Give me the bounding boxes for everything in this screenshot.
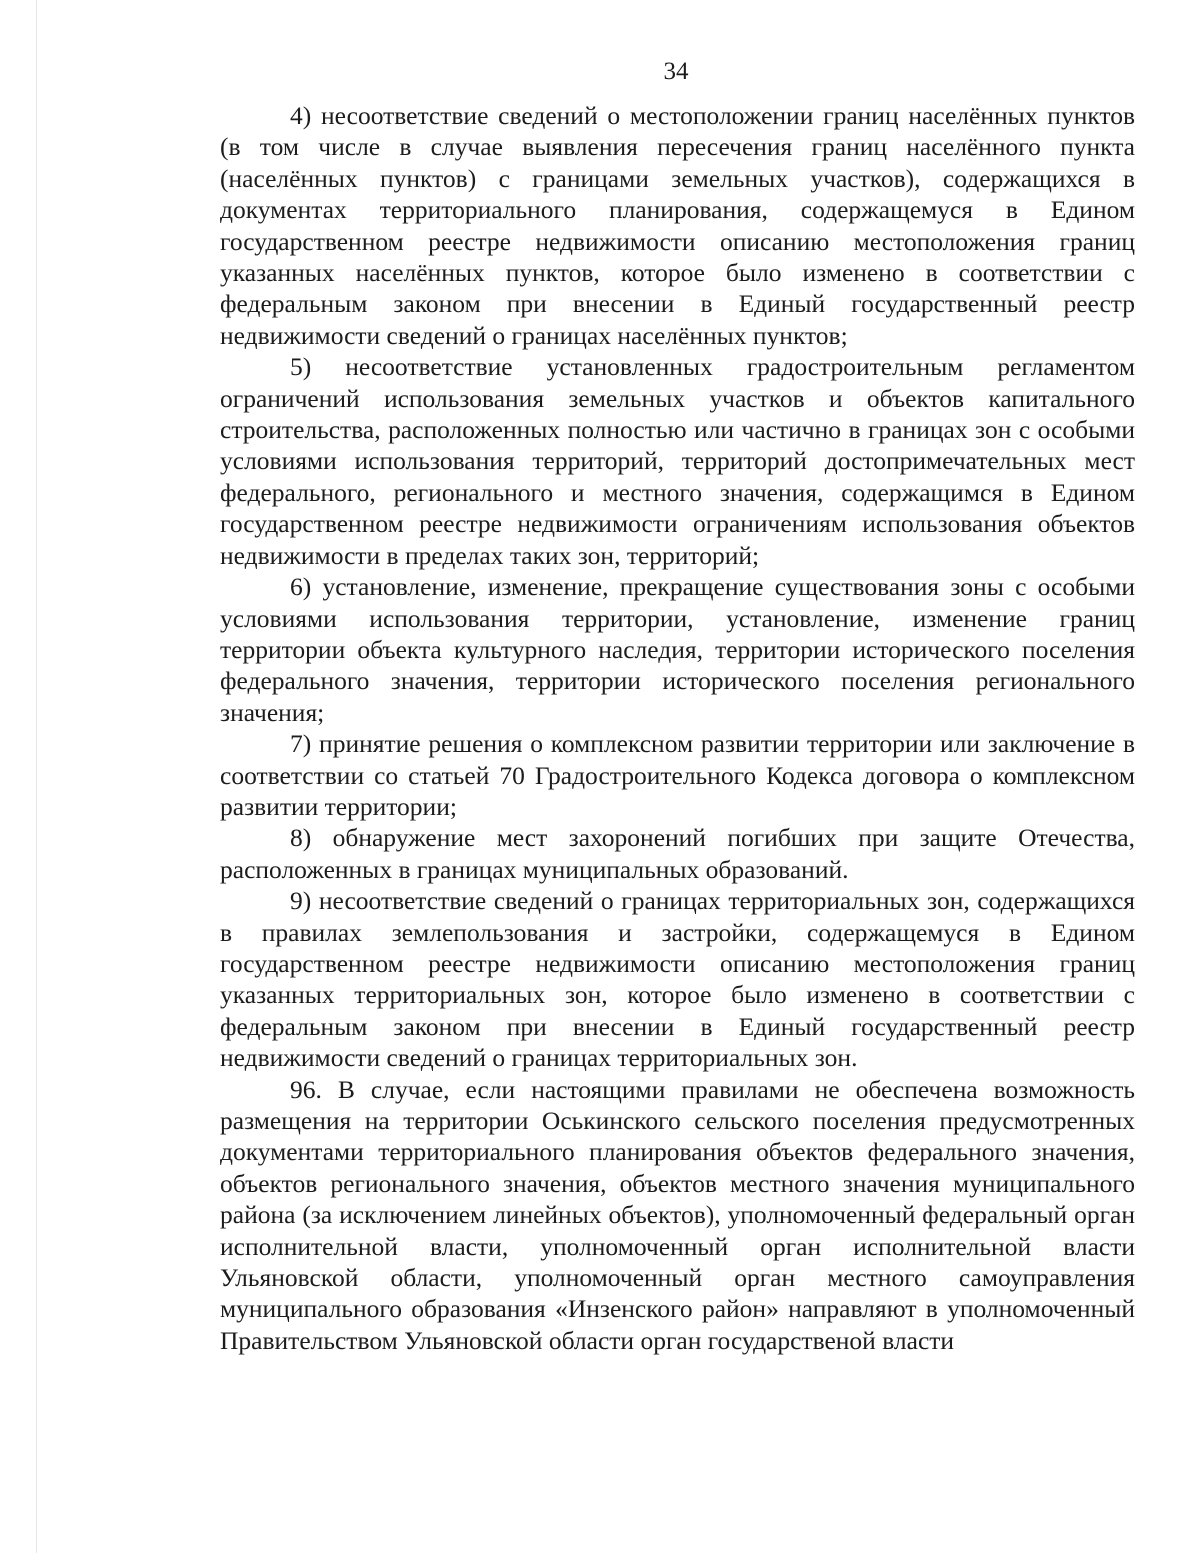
- scan-edge-line: [36, 0, 37, 1553]
- paragraph-item-8: 8) обнаружение мест захоронений погибших при защите Отечества, расположенных в границах муниципальных образований.: [220, 823, 1135, 884]
- document-body: [220, 100, 1135, 1356]
- paragraph-item-6: 6) установление, изменение, прекращение существования зоны с особыми условиями использования территории, установление, изменение границ территории объекта культурного наследия, территории исторического поселения федерального значения, территории исторического поселения регионального значения;: [220, 572, 1135, 727]
- paragraph-item-9: 9) несоответствие сведений о границах территориальных зон, содержащихся в правилах землепользования и застройки, содержащемуся в Едином государственном реестре недвижимости описанию местоположения границ указанных территориальных зон, которое было изменено в соответствии с федеральным законом при внесении в Единый государственный реестр недвижимости сведений о границах территориальных зон.: [220, 886, 1135, 1073]
- paragraph-item-7: 7) принятие решения о комплексном развитии территории или заключение в соответствии со статьей 70 Градостроительного Кодекса договора о комплексном развитии территории;: [220, 729, 1135, 821]
- page-number: 34: [663, 58, 689, 85]
- paragraph-item-4: 4) несоответствие сведений о местоположении границ населённых пунктов (в том числе в случае выявления пересечения границ населённого пункта (населённых пунктов) с границами земельных участков), содержащихся в документах территориального планирования, содержащемуся в Едином государственном реестре недвижимости описанию местоположения границ указанных населённых пунктов, которое было изменено в соответствии с федеральным законом при внесении в Единый государственный реестр недвижимости сведений о границах населённых пунктов;: [220, 101, 1135, 350]
- paragraph-section-96: 96. В случае, если настоящими правилами не обеспечена возможность размещения на территории Оськинского сельского поселения предусмотренных документами территориального планирования объектов федерального значения, объектов регионального значения, объектов местного значения муниципального района (за исключением линейных объектов), уполномоченный федеральный орган исполнительной власти, уполномоченный орган исполнительной власти Ульяновской области, уполномоченный орган местного самоуправления муниципального образования «Инзенского район» направляют в уполномоченный Правительством Ульяновской области орган государственой власти: [220, 1074, 1135, 1355]
- paragraph-item-5: 5) несоответствие установленных градостроительным регламентом ограничений использования земельных участков и объектов капитального строительства, расположенных полностью или частично в границах зон с особыми условиями использования территорий, территорий достопримечательных мест федерального, регионального и местного значения, содержащимся в Едином государственном реестре недвижимости ограничениям использования объектов недвижимости в пределах таких зон, территорий;: [220, 352, 1135, 570]
